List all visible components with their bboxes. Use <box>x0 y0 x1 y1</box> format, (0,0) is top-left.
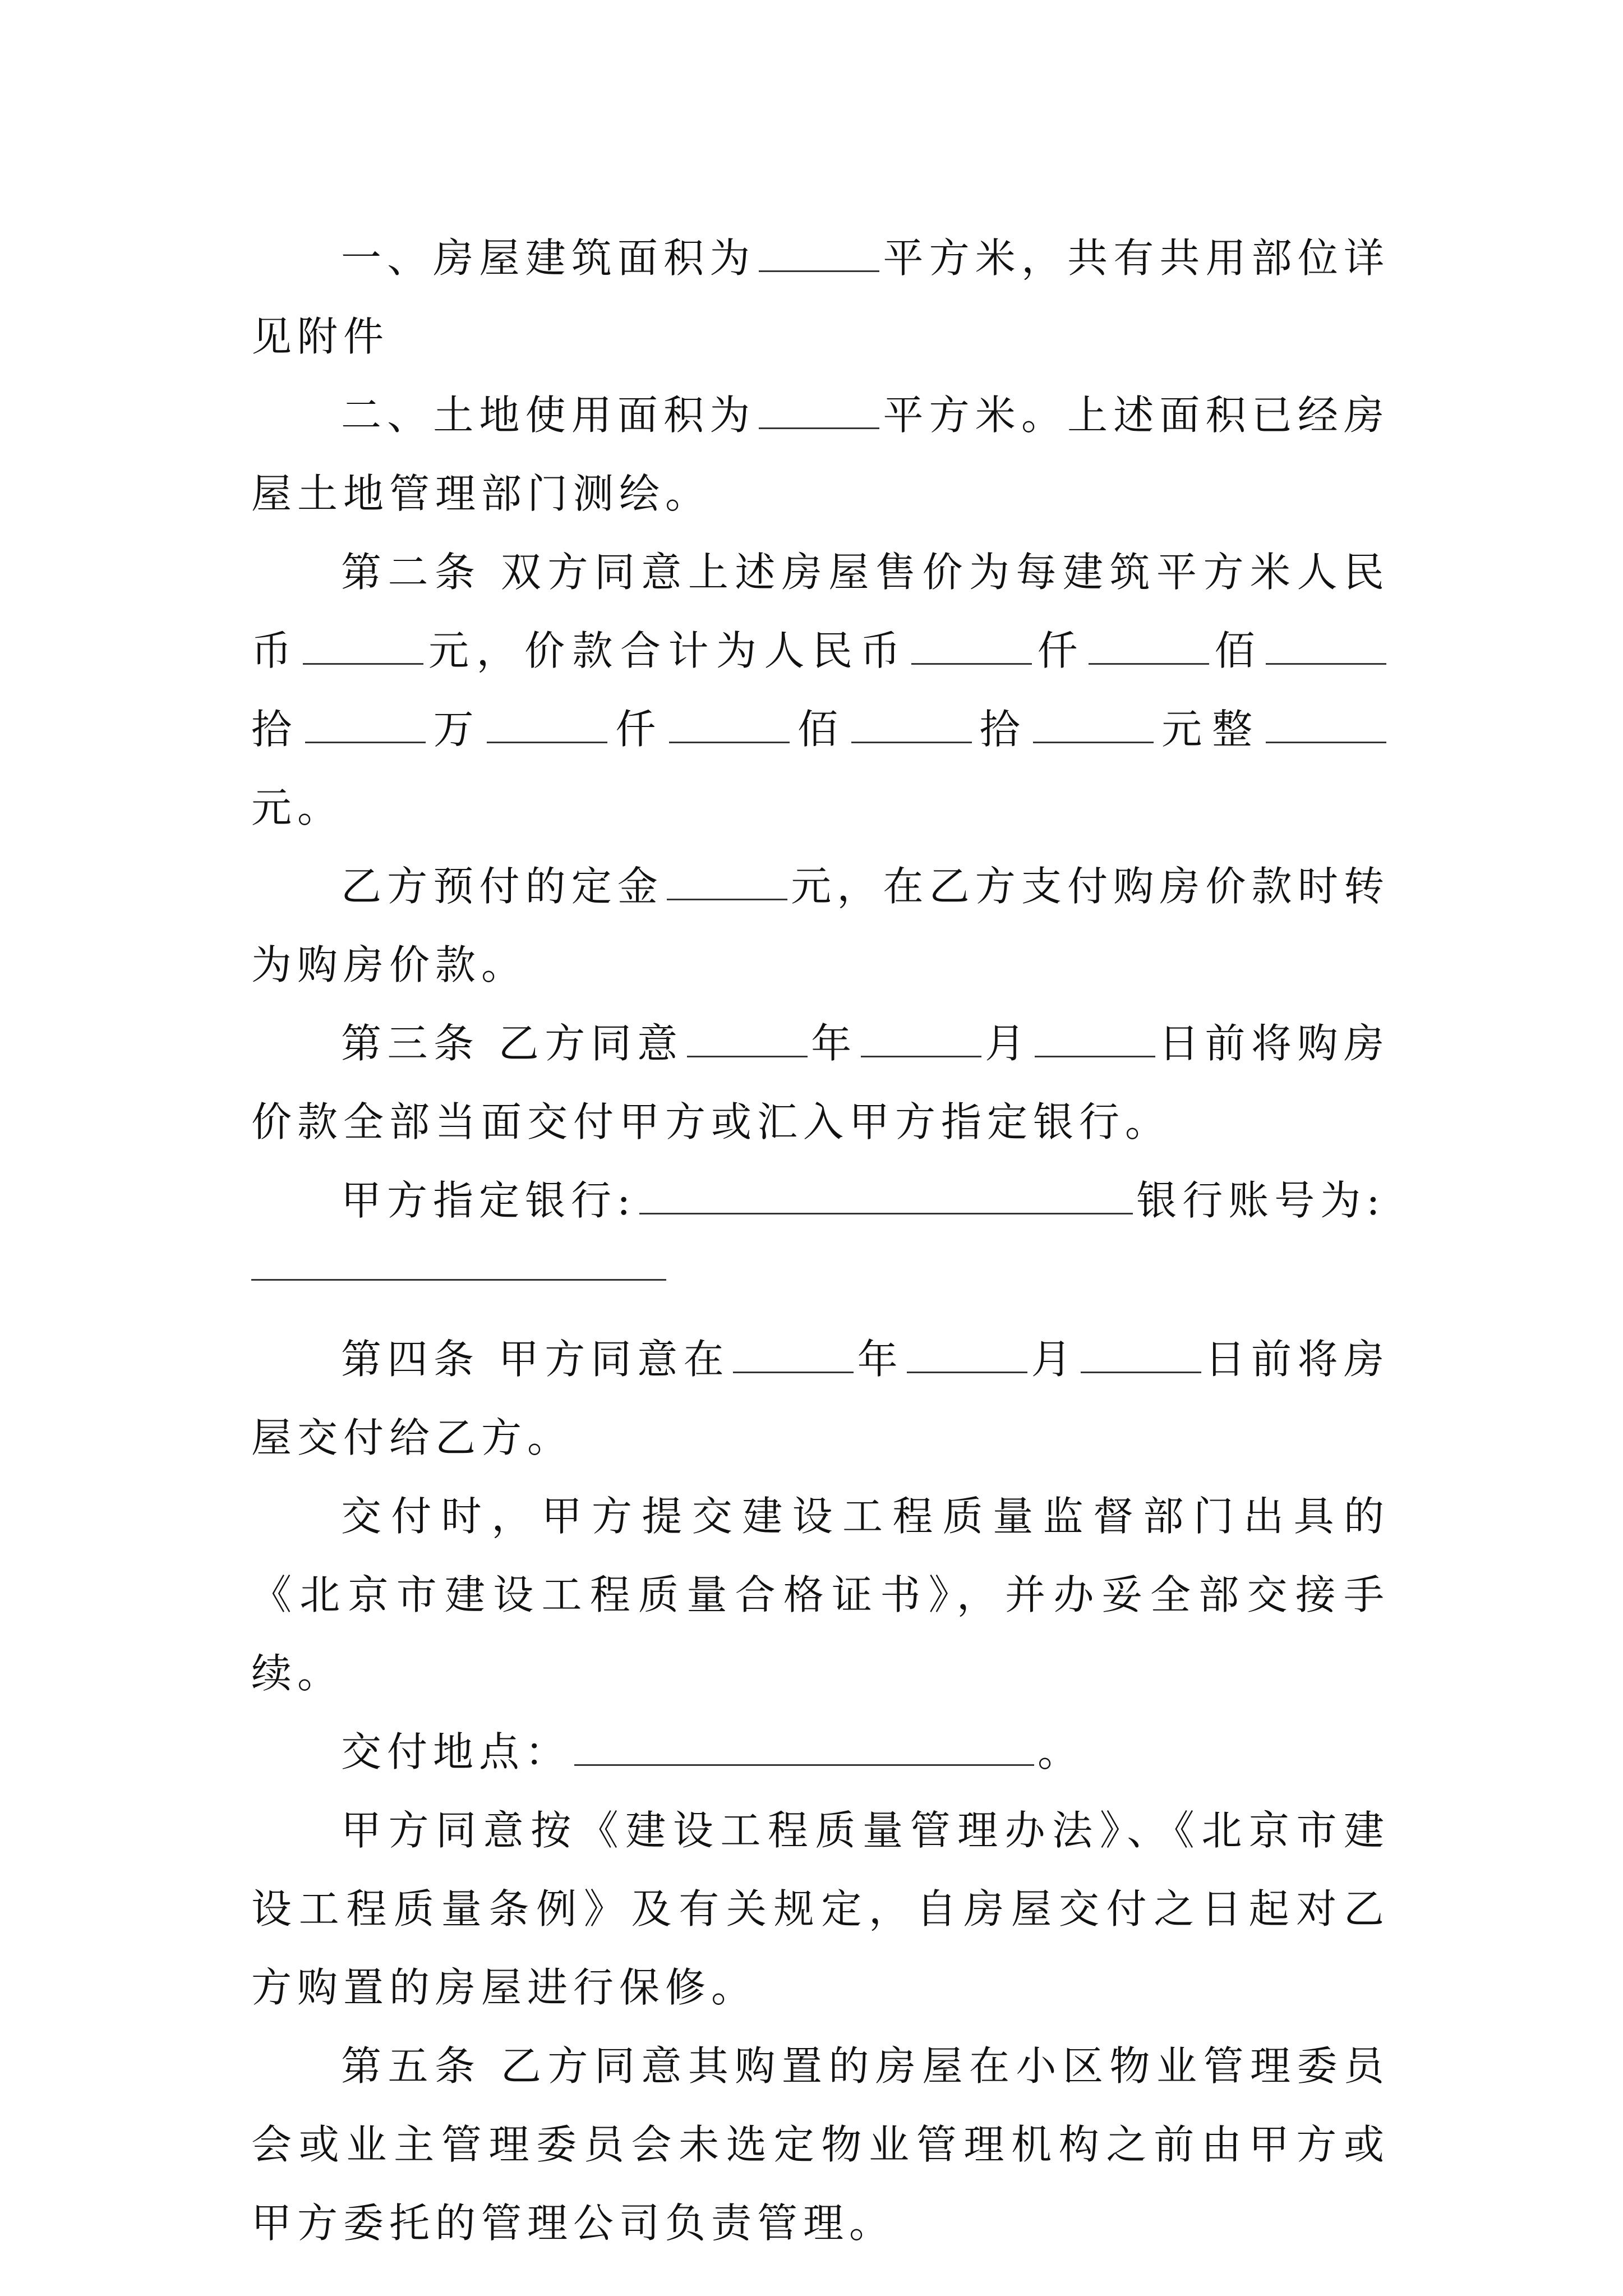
payment-day-blank <box>1035 1022 1155 1057</box>
amount-unit-bai-2: 佰 <box>793 706 848 753</box>
amount-blank-4 <box>305 708 426 743</box>
delivery-location-label: 交付地点： <box>341 1728 571 1775</box>
building-area-tail: 平方米，共有共用部位详见附件 <box>251 234 1390 360</box>
delivery-year-blank <box>733 1338 854 1373</box>
bank-account-blank <box>251 1240 666 1281</box>
clause-article-4-delivery <box>251 1320 1390 1477</box>
amount-unit-yuan: 元。 <box>251 784 344 831</box>
amount-unit-qian: 仟 <box>1035 627 1085 674</box>
delivery-month-label: 月 <box>1031 1336 1078 1383</box>
delivery-month-blank <box>907 1338 1027 1373</box>
clause-delivery-certificate: 交付时，甲方提交建设工程质量监督部门出具的《北京市建设工程质量合格证书》，并办妥全部交接手续。 <box>251 1493 1390 1697</box>
building-area-label: 一、房屋建筑面积为 <box>341 234 756 282</box>
amount-blank-7 <box>851 708 972 743</box>
clause-land-area <box>251 376 1390 533</box>
clause-warranty: 甲方同意按《建设工程质量管理办法》、《北京市建设工程质量条例》及有关规定，自房屋交付之日起对乙方购置的房屋进行保修。 <box>251 1807 1390 2011</box>
clause-article-3-payment <box>251 1004 1390 1161</box>
land-area-label: 二、土地使用面积为 <box>341 392 756 439</box>
payment-year-label: 年 <box>810 1020 857 1067</box>
clause-article-5-management: 第五条 乙方同意其购置的房屋在小区物业管理委员会或业主管理委员会未选定物业管理机构之前由甲方或甲方委托的管理公司负责管理。 <box>251 2042 1390 2247</box>
unit-price-blank <box>303 629 423 665</box>
delivery-location-blank <box>574 1731 1034 1766</box>
article-2-text: 第二条 双方同意上述房屋售价为每建筑平方米人民币 <box>251 549 1390 674</box>
article-2-total-label: 元，价款合计为人民币 <box>426 627 908 674</box>
amount-unit-yuanzheng: 元整 <box>1157 706 1262 753</box>
payment-tail: 日前将购房价款全部当面交付甲方或汇入甲方指定银行。 <box>251 1020 1390 1145</box>
article-3-text: 第三条 乙方同意 <box>341 1020 684 1067</box>
bank-label: 甲方指定银行: <box>341 1177 637 1224</box>
amount-blank-9 <box>1266 708 1386 743</box>
deposit-label: 乙方预付的定金 <box>341 863 664 910</box>
delivery-tail: 日前将房屋交付给乙方。 <box>251 1336 1390 1461</box>
clause-delivery-location <box>251 1713 1390 1791</box>
bank-account-label: 银行账号为: <box>1136 1177 1386 1224</box>
payment-month-blank <box>861 1022 981 1057</box>
payment-year-blank <box>687 1022 808 1057</box>
article-4-text: 第四条 甲方同意在 <box>341 1336 730 1383</box>
land-area-tail: 平方米。上述面积已经房屋土地管理部门测绘。 <box>251 392 1390 517</box>
amount-blank-1 <box>911 629 1032 665</box>
contract-body <box>251 219 1390 2262</box>
delivery-year-label: 年 <box>857 1336 904 1383</box>
delivery-day-blank <box>1081 1338 1201 1373</box>
amount-unit-bai: 佰 <box>1212 627 1262 674</box>
clause-designated-bank <box>251 1161 1390 1240</box>
amount-blank-5 <box>487 708 607 743</box>
delivery-location-end: 。 <box>1038 1728 1084 1775</box>
payment-month-label: 月 <box>984 1020 1031 1067</box>
clause-deposit <box>251 847 1390 1004</box>
amount-unit-wan: 万 <box>428 706 484 753</box>
amount-blank-3 <box>1266 629 1386 665</box>
amount-blank-6 <box>669 708 790 743</box>
amount-blank-8 <box>1033 708 1154 743</box>
bank-name-blank <box>639 1179 1133 1214</box>
building-area-blank <box>759 237 879 272</box>
clause-building-area <box>251 219 1390 376</box>
amount-unit-qian-2: 仟 <box>611 706 666 753</box>
land-area-blank <box>759 394 879 429</box>
deposit-tail: 元，在乙方支付购房价款时转为购房价款。 <box>251 863 1390 988</box>
clause-article-2-price <box>251 533 1390 847</box>
amount-unit-shi: 拾 <box>251 706 302 753</box>
deposit-blank <box>667 865 787 900</box>
amount-unit-shi-2: 拾 <box>975 706 1030 753</box>
amount-blank-2 <box>1089 629 1209 665</box>
